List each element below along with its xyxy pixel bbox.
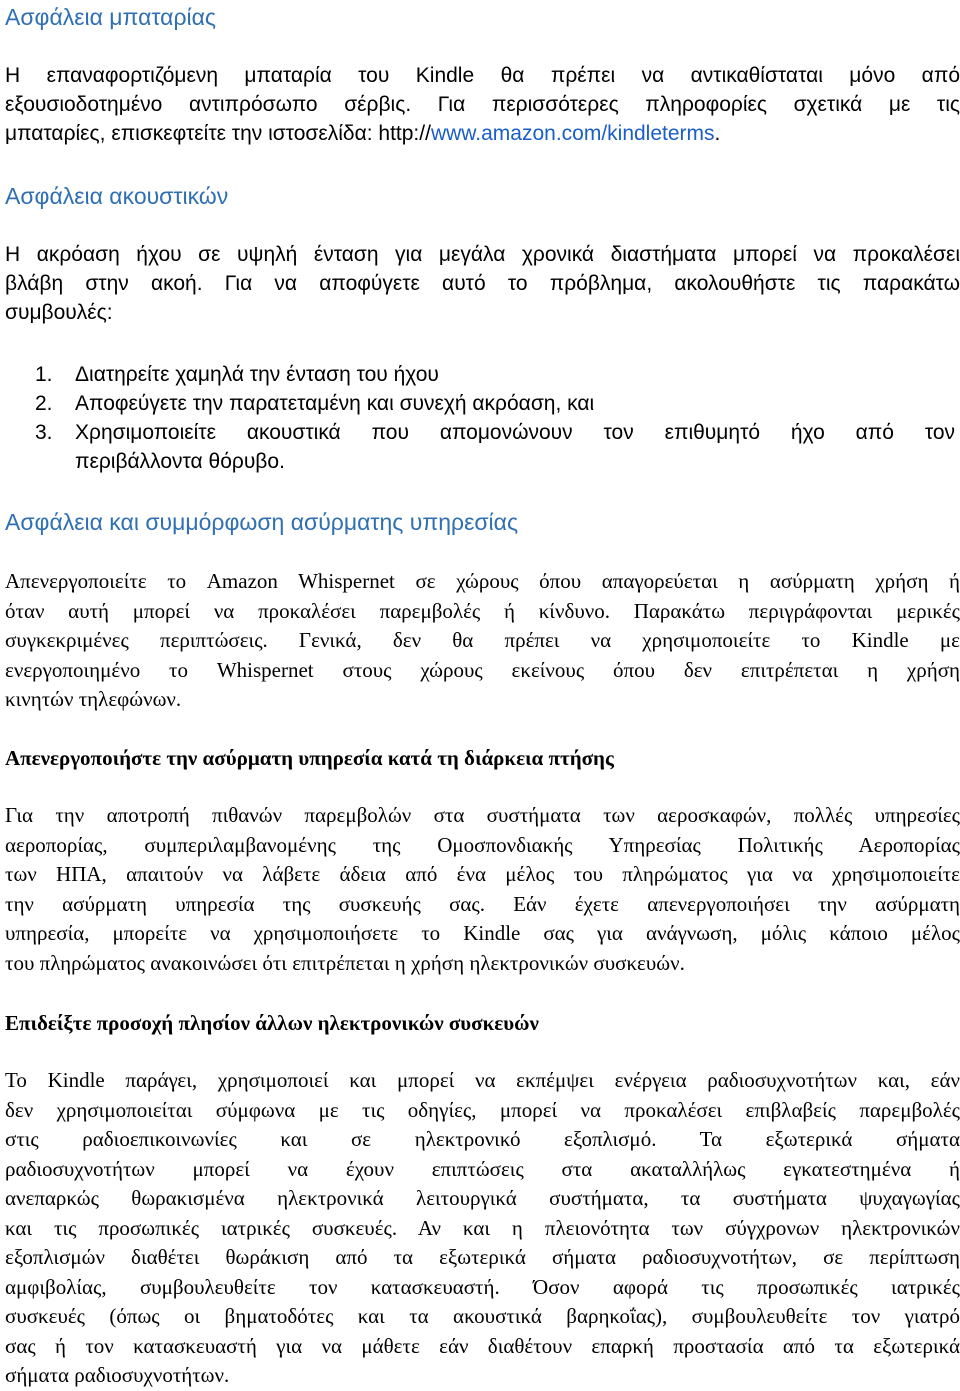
headphones-heading: Ασφάλεια ακουστικών — [5, 183, 229, 209]
headphones-line-1: Η ακρόαση ήχου σε υψηλή ένταση για μεγάλα χρονικά διαστήματα μπορεί να προκαλέσει — [5, 243, 960, 266]
headphones-line-2: βλάβη στην ακοή. Για να αποφύγετε αυτό το πρόβλημα, ακολουθήστε τις παρακάτω — [5, 272, 960, 295]
battery-section — [5, 2, 960, 32]
list-item-line-2: περιβάλλοντα θόρυβο. — [75, 450, 285, 473]
battery-line-3-text: μπαταρίες, επισκεφτείτε την ιστοσελίδα: http:// — [5, 122, 431, 145]
flight-line: των ΗΠΑ, απαιτούν να λάβετε άδεια από ένα μέλος του πληρώματος για να χρησιμοποιείτε — [5, 862, 960, 886]
wireless-heading: Ασφάλεια και συμμόρφωση ασύρματης υπηρεσίας — [5, 509, 519, 535]
flight-heading: Απενεργοποιήστε την ασύρματη υπηρεσία κατά τη διάρκεια πτήσης — [5, 746, 614, 770]
devices-line: αμφιβολίας, συμβουλευθείτε τον κατασκευαστή. Όσον αφορά τις προσωπικές ιατρικές — [5, 1274, 960, 1299]
list-item-number: 1. — [35, 363, 53, 386]
devices-line: συσκευές (όπως οι βηματοδότες και τα ακουστικά βαρηκοΐας), συμβουλευθείτε τον γιατρό — [5, 1304, 960, 1328]
devices-paragraph — [5, 1066, 960, 1391]
battery-line-2: εξουσιοδοτημένο αντιπρόσωπο σέρβις. Για περισσότερες πληροφορίες σχετικά με τις — [5, 93, 960, 116]
headphones-section — [5, 181, 960, 211]
devices-line: και τις προσωπικές ιατρικές συσκευές. Αν και η πλειονότητα των σύγχρονων ηλεκτρονικών — [5, 1215, 960, 1240]
flight-line: την ασύρματη υπηρεσία της συσκευής σας. Εάν έχετε απενεργοποιήσει την ασύρματη — [5, 891, 960, 916]
wireless-line: ενεργοποιημένο το Whispernet στους χώρους εκείνους όπου δεν επιτρέπεται η χρήση — [5, 657, 960, 682]
battery-line-3 — [5, 119, 960, 148]
wireless-line: κινητών τηλεφώνων. — [5, 687, 182, 711]
kindleterms-link[interactable]: www.amazon.com/kindleterms — [430, 122, 715, 145]
list-item-number: 3. — [35, 421, 53, 444]
wireless-line: Απενεργοποιείτε το Amazon Whispernet σε χώρους όπου απαγορεύεται η ασύρματη χρήση ή — [5, 569, 960, 593]
wireless-section — [5, 507, 960, 537]
devices-heading: Επιδείξτε προσοχή πλησίον άλλων ηλεκτρονικών συσκευών — [5, 1011, 539, 1035]
battery-heading: Ασφάλεια μπαταρίας — [5, 4, 217, 30]
wireless-paragraph — [5, 567, 960, 715]
flight-paragraph — [5, 801, 960, 978]
devices-line: σας ή τον κατασκευαστή για να μάθετε εάν διαθέτουν επαρκή προστασία από τα εξωτερικά — [5, 1333, 960, 1358]
devices-section — [5, 1008, 960, 1038]
list-item-line-1: Χρησιμοποιείτε ακουστικά που απομονώνουν τον επιθυμητό ήχο από τον — [75, 421, 955, 444]
flight-section — [5, 743, 960, 773]
wireless-line: συγκεκριμένες περιπτώσεις. Γενικά, δεν θα πρέπει να χρησιμοποιείτε το Kindle με — [5, 628, 960, 652]
devices-line: εξοπλισμών διαθέτει θωράκιση από τα εξωτερικά σήματα ραδιοσυχνοτήτων, σε περίπτωση — [5, 1245, 960, 1269]
devices-line: σήματα ραδιοσυχνοτήτων. — [5, 1363, 230, 1387]
devices-line: ανεπαρκώς θωρακισμένα ηλεκτρονικά λειτουργικά συστήματα, τα συστήματα ψυχαγωγίας — [5, 1186, 960, 1210]
flight-line: Για την αποτροπή πιθανών παρεμβολών στα συστήματα των αεροσκαφών, πολλές υπηρεσίες — [5, 803, 960, 827]
list-item-text: Διατηρείτε χαμηλά την ένταση του ήχου — [75, 363, 439, 386]
headphones-paragraph — [5, 240, 960, 327]
list-item-number: 2. — [35, 392, 53, 415]
devices-line: Το Kindle παράγει, χρησιμοποιεί και μπορεί να εκπέμψει ενέργεια ραδιοσυχνοτήτων και, εάν — [5, 1068, 960, 1092]
devices-line: ραδιοσυχνοτήτων μπορεί να έχουν επιπτώσεις στα ακαταλλήλως εγκατεστημένα ή — [5, 1156, 960, 1181]
wireless-line: όταν αυτή μπορεί να προκαλέσει παρεμβολές ή κίνδυνο. Παρακάτω περιγράφονται μερικές — [5, 598, 960, 623]
headphones-line-3: συμβουλές: — [5, 301, 113, 324]
battery-line-1: Η επαναφορτιζόμενη μπαταρία του Kindle θα πρέπει να αντικαθίσταται μόνο από — [5, 64, 960, 87]
battery-line-3-end: . — [714, 122, 721, 145]
flight-line: αεροπορίας, συμπεριλαμβανομένης της Ομοσπονδιακής Υπηρεσίας Πολιτικής Αεροπορίας — [5, 832, 960, 857]
devices-line: στις ραδιοεπικοινωνίες και σε ηλεκτρονικό εξοπλισμό. Τα εξωτερικά σήματα — [5, 1127, 960, 1151]
flight-line: του πληρώματος ανακοινώσει ότι επιτρέπεται η χρήση ηλεκτρονικών συσκευών. — [5, 950, 685, 975]
flight-line: υπηρεσία, μπορείτε να χρησιμοποιήσετε το Kindle σας για ανάγνωση, μόλις κάποιο μέλος — [5, 921, 960, 945]
list-item-text: Αποφεύγετε την παρατεταμένη και συνεχή ακρόαση, και — [75, 392, 595, 415]
devices-line: δεν χρησιμοποιείται σύμφωνα με τις οδηγίες, μπορεί να προκαλέσει επιβλαβείς παρεμβολές — [5, 1097, 960, 1122]
battery-paragraph — [5, 61, 960, 148]
list-item-text — [75, 418, 955, 476]
